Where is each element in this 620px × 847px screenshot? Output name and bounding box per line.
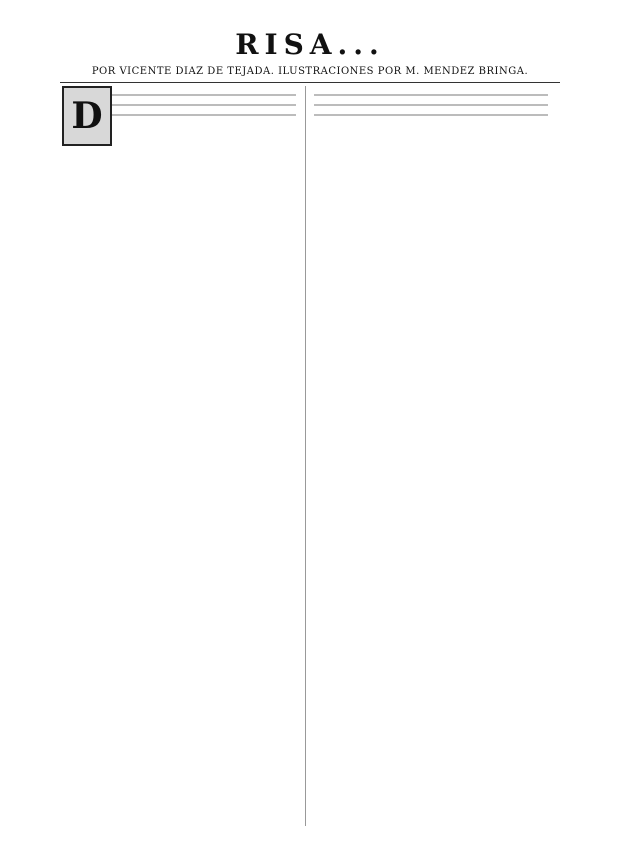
text-line-placeholder	[314, 114, 548, 116]
byline: POR VICENTE DÍAZ DE TEJADA. ILUSTRACIONES POR M. MÉNDEZ BRINGA.	[91, 66, 529, 77]
decorative-initial: D	[62, 86, 112, 146]
article-title: RISA...	[235, 28, 385, 61]
column-right	[314, 86, 548, 832]
column-left	[62, 86, 296, 832]
text-line-placeholder	[314, 94, 548, 96]
text-line-placeholder	[314, 104, 548, 106]
column-divider	[305, 86, 306, 826]
header-rule	[60, 82, 560, 83]
